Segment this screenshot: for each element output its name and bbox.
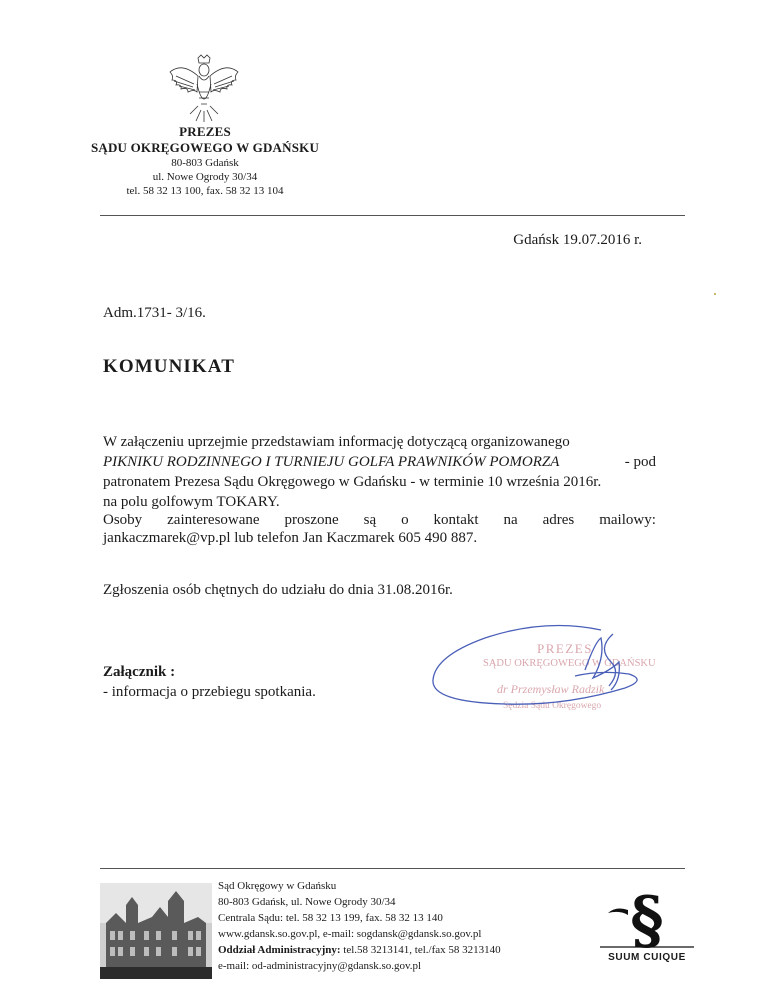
- office-title-line1: PREZES: [179, 124, 231, 139]
- body-line-2: [103, 454, 656, 471]
- stamp-line-2: SĄDU OKRĘGOWEGO W GDAŃSKU: [483, 658, 656, 669]
- stamp-line-3: dr Przemysław Radzik: [497, 682, 605, 696]
- header-divider: [100, 215, 685, 216]
- document-heading: KOMUNIKAT: [103, 356, 235, 377]
- footer-line-1: Sąd Okręgowy w Gdańsku: [218, 880, 337, 892]
- deadline-line: Zgłoszenia osób chętnych do udziału do dnia 31.08.2016r.: [103, 582, 453, 598]
- header-street: ul. Nowe Ogrody 30/34: [152, 171, 258, 183]
- body-line-1: W załączeniu uprzejmie przedstawiam informację dotyczącą organizowanego: [103, 434, 570, 450]
- body-line-3: patronatem Prezesa Sądu Okręgowego w Gdańsku - w terminie 10 września 2016r.: [103, 474, 602, 490]
- official-stamp: [425, 618, 685, 728]
- footer-line-5: [218, 944, 501, 956]
- speck: [714, 293, 716, 295]
- word: zainteresowane: [167, 512, 260, 528]
- word: mailowy:: [599, 512, 656, 528]
- footer-line-5-text: tel.58 3213141, tel./fax 58 3213140: [340, 944, 501, 956]
- stamp-line-4: Sędzia Sądu Okręgowego: [503, 701, 602, 711]
- body-line-5: [103, 512, 656, 529]
- word: kontakt: [433, 512, 479, 528]
- eagle-emblem-icon: [168, 54, 240, 122]
- body-line-4: na polu golfowym TOKARY.: [103, 494, 280, 510]
- footer-divider: [100, 868, 685, 869]
- footer-line-5-label: Oddział Administracyjny:: [218, 944, 341, 956]
- attachment-item: - informacja o przebiegu spotkania.: [103, 684, 316, 700]
- footer-line-6: e-mail: od-administracyjny@gdansk.so.gov.pl: [218, 960, 422, 972]
- stamp-line-1: PREZES: [537, 641, 593, 656]
- logo-caption: SUUM CUIQUE: [608, 952, 686, 963]
- section-sign-logo-icon: [598, 880, 696, 950]
- header-phone: tel. 58 32 13 100, fax. 58 32 13 104: [126, 185, 284, 197]
- document-date: Gdańsk 19.07.2016 r.: [513, 232, 642, 248]
- header-postal: 80-803 Gdańsk: [171, 157, 239, 169]
- word: adres: [542, 512, 575, 528]
- word: na: [503, 512, 518, 528]
- word: o: [401, 512, 409, 528]
- body-line-2-rest: - pod: [624, 454, 656, 470]
- footer-line-4: www.gdansk.so.gov.pl, e-mail: sogdansk@gdansk.so.gov.pl: [218, 928, 482, 940]
- event-name: PIKNIKU RODZINNEGO I TURNIEJU GOLFA PRAWNIKÓW POMORZA: [103, 454, 560, 470]
- footer-line-2: 80-803 Gdańsk, ul. Nowe Ogrody 30/34: [218, 896, 396, 908]
- reference-number: Adm.1731- 3/16.: [103, 305, 206, 321]
- word: są: [363, 512, 377, 528]
- footer-line-3: Centrala Sądu: tel. 58 32 13 199, fax. 58 32 13 140: [218, 912, 443, 924]
- attachment-heading: Załącznik :: [103, 664, 176, 680]
- contact-line: jankaczmarek@vp.pl lub telefon Jan Kaczmarek 605 490 887.: [103, 530, 478, 546]
- court-building-photo: [100, 883, 212, 979]
- word: proszone: [284, 512, 339, 528]
- word: Osoby: [103, 512, 143, 528]
- logo-symbol: §: [630, 883, 664, 950]
- office-title-line2: SĄDU OKRĘGOWEGO W GDAŃSKU: [90, 140, 320, 155]
